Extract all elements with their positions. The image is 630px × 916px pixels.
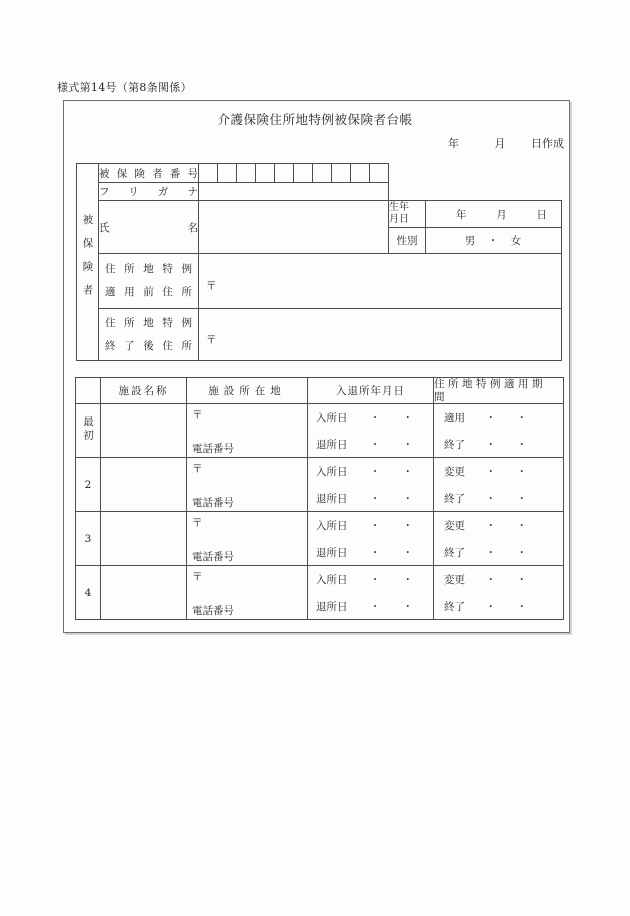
furigana-input[interactable] [199, 183, 389, 201]
facility-row-2 [76, 458, 564, 512]
date-dot: ・ [516, 438, 527, 451]
date-dot: ・ [402, 573, 413, 586]
address-after-input[interactable] [199, 309, 562, 361]
admission-label: 入所日 [316, 573, 348, 586]
insured-side-label-cell [77, 164, 99, 361]
facility-location-input[interactable] [187, 566, 308, 620]
date-dot: ・ [485, 411, 496, 424]
header-rownum [76, 378, 101, 404]
date-dot: ・ [369, 546, 381, 559]
facility-location-input[interactable] [187, 458, 308, 512]
period-input[interactable] [434, 512, 564, 566]
date-dot: ・ [369, 438, 381, 451]
facility-name-input[interactable] [101, 458, 187, 512]
page-title: 介護保険住所地特例被保険者台帳 [217, 112, 413, 127]
date-dot: ・ [516, 492, 527, 505]
insured-table [76, 163, 562, 361]
facility-location-input[interactable] [187, 404, 308, 458]
date-dot: ・ [485, 465, 496, 478]
facility-name-input[interactable] [101, 512, 187, 566]
header-admission-dates: 入退所年月日 [308, 378, 434, 404]
date-dot: ・ [485, 519, 496, 532]
discharge-label: 退所日 [316, 600, 348, 613]
postal-mark: 〒 [206, 333, 217, 346]
address-before-label: 住所地特例 適用前住所 [99, 254, 199, 309]
period-end-label: 終了 [444, 492, 465, 505]
phone-label: 電話番号 [192, 443, 234, 455]
insured-number-cell[interactable] [351, 164, 370, 183]
phone-label: 電話番号 [192, 551, 234, 563]
insured-number-cell[interactable] [332, 164, 351, 183]
birthdate-input[interactable] [426, 201, 562, 228]
period-start-label: 適用 [444, 411, 465, 424]
header-period: 住所地特例適用期 間 [434, 378, 564, 404]
address-before-input[interactable] [199, 254, 562, 309]
header-facility-name: 施設名称 [101, 378, 187, 404]
created-month-label: 月 [494, 137, 506, 150]
postal-mark: 〒 [192, 517, 203, 529]
insured-number-cell[interactable] [370, 164, 389, 183]
date-dot: ・ [402, 492, 413, 505]
discharge-label: 退所日 [316, 492, 348, 505]
date-dot: ・ [485, 492, 496, 505]
gender-label: 性別 [389, 228, 426, 254]
date-dot: ・ [402, 546, 413, 559]
insured-number-cell[interactable] [294, 164, 313, 183]
birth-year-label: 年 [456, 208, 467, 221]
date-dot: ・ [369, 600, 381, 613]
row-number: 4 [76, 566, 101, 620]
period-end-label: 終了 [444, 438, 465, 451]
period-end-label: 終了 [444, 546, 465, 559]
postal-mark: 〒 [192, 463, 203, 475]
facility-table [75, 377, 564, 620]
admission-dates-input[interactable] [308, 458, 434, 512]
birth-month-label: 月 [496, 208, 507, 221]
row-number: 3 [76, 512, 101, 566]
date-dot: ・ [369, 573, 381, 586]
date-dot: ・ [369, 519, 381, 532]
date-dot: ・ [402, 519, 413, 532]
facility-row-4 [76, 566, 564, 620]
insured-number-cell[interactable] [237, 164, 256, 183]
discharge-label: 退所日 [316, 546, 348, 559]
facility-name-input[interactable] [101, 404, 187, 458]
admission-dates-input[interactable] [308, 566, 434, 620]
postal-mark: 〒 [192, 409, 203, 421]
admission-label: 入所日 [316, 411, 348, 424]
postal-mark: 〒 [206, 280, 217, 292]
name-label: 氏名 [99, 201, 199, 254]
row-number: 最初 [76, 404, 101, 458]
admission-dates-input[interactable] [308, 404, 434, 458]
period-input[interactable] [434, 458, 564, 512]
phone-label: 電話番号 [192, 497, 234, 509]
date-dot: ・ [485, 600, 496, 613]
birthdate-label: 生年 月日 [389, 201, 426, 228]
date-dot: ・ [485, 546, 496, 559]
date-dot: ・ [516, 465, 527, 478]
gender-options: 男 ・ 女 [426, 228, 562, 254]
insured-number-cell[interactable] [313, 164, 332, 183]
date-dot: ・ [402, 411, 413, 424]
date-dot: ・ [516, 546, 527, 559]
date-dot: ・ [369, 465, 381, 478]
date-dot: ・ [516, 411, 527, 424]
discharge-label: 退所日 [316, 438, 348, 451]
facility-row-3 [76, 512, 564, 566]
blank-region [389, 164, 562, 201]
period-end-label: 終了 [444, 600, 465, 613]
created-year-label: 年 [448, 137, 459, 150]
insured-number-cell[interactable] [275, 164, 294, 183]
period-start-label: 変更 [444, 519, 465, 532]
admission-label: 入所日 [316, 465, 348, 478]
date-dot: ・ [402, 465, 413, 478]
date-dot: ・ [485, 573, 496, 586]
created-day-label: 日作成 [531, 137, 564, 150]
birth-day-label: 日 [536, 208, 547, 221]
date-dot: ・ [516, 573, 527, 586]
period-start-label: 変更 [444, 573, 465, 586]
admission-label: 入所日 [316, 519, 348, 532]
date-dot: ・ [369, 492, 381, 505]
phone-label: 電話番号 [192, 605, 234, 617]
insured-number-label: 被保険者番号 [99, 164, 199, 183]
period-input[interactable] [434, 404, 564, 458]
period-start-label: 変更 [444, 465, 465, 478]
date-dot: ・ [402, 438, 413, 451]
furigana-label: フリガナ [99, 183, 199, 201]
date-dot: ・ [485, 438, 496, 451]
facility-location-input[interactable] [187, 512, 308, 566]
name-input[interactable] [199, 201, 389, 254]
form-number-label: 様式第14号（第8条関係） [57, 81, 192, 94]
insured-side-label: 被保険者 [81, 213, 94, 308]
header-facility-location: 施設所在地 [187, 378, 308, 404]
insured-number-cell[interactable] [218, 164, 237, 183]
date-dot: ・ [369, 411, 381, 424]
created-date-line [63, 135, 570, 151]
date-dot: ・ [516, 600, 527, 613]
facility-name-input[interactable] [101, 566, 187, 620]
address-after-label: 住所地特例 終了後住所 [99, 309, 199, 361]
facility-row-1 [76, 404, 564, 458]
postal-mark: 〒 [192, 571, 203, 583]
date-dot: ・ [516, 519, 527, 532]
insured-number-cell[interactable] [256, 164, 275, 183]
row-number: 2 [76, 458, 101, 512]
period-input[interactable] [434, 566, 564, 620]
insured-number-cell[interactable] [199, 164, 218, 183]
date-dot: ・ [402, 600, 413, 613]
admission-dates-input[interactable] [308, 512, 434, 566]
